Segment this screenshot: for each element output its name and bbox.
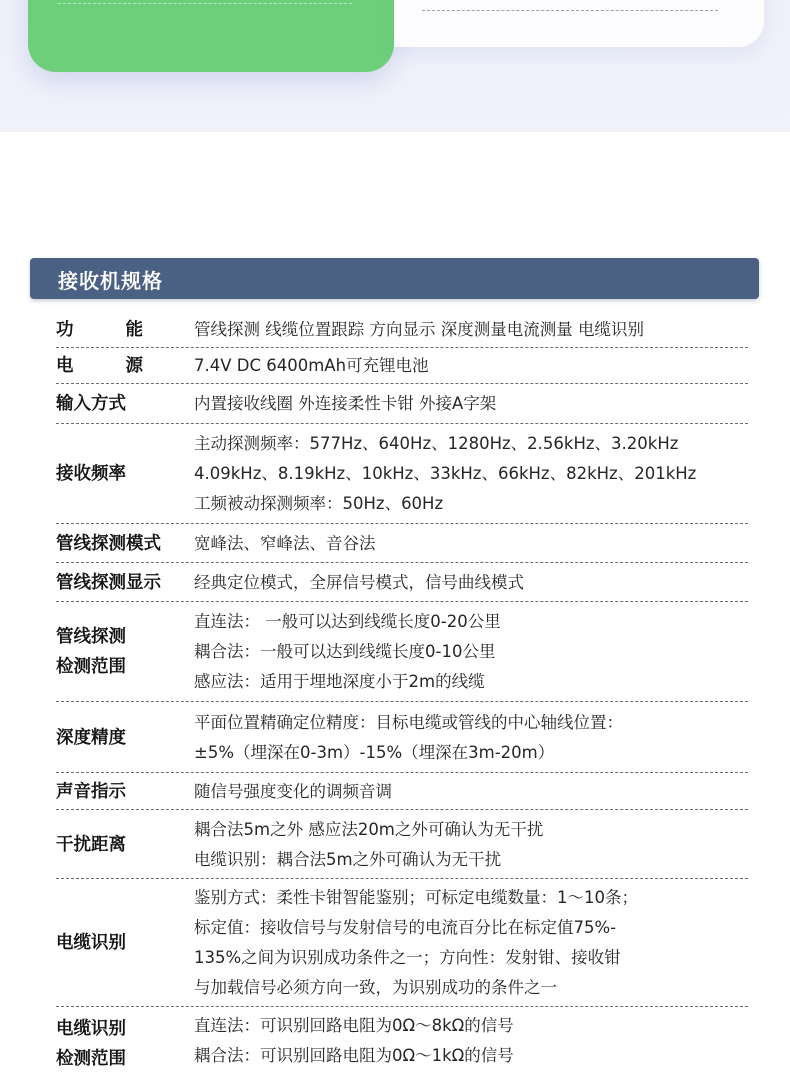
spec-row-detect-display: [56, 563, 748, 602]
green-feature-card: [28, 0, 394, 72]
spec-label: 深度精度: [56, 727, 126, 748]
spec-row-input: [56, 384, 748, 424]
spec-row-function: [56, 311, 748, 348]
spec-label: 电 源: [56, 356, 143, 376]
spec-label: 干扰距离: [56, 834, 126, 855]
spec-value: 经典定位模式，全屏信号模式，信号曲线模式: [194, 572, 524, 592]
spec-row-sound: [56, 773, 748, 810]
section-title: 接收机规格: [58, 269, 163, 293]
spec-label: 管线探测 检测范围: [56, 627, 126, 677]
section-header: [30, 258, 759, 299]
white-feature-card: [394, 0, 764, 47]
spec-label: 功 能: [56, 319, 143, 340]
spec-value: 宽峰法、窄峰法、音谷法: [194, 533, 376, 553]
spec-label: 电缆识别: [56, 933, 126, 953]
spec-value: 直连法：可识别回路电阻为0Ω～8kΩ的信号 耦合法：可识别回路电阻为0Ω～1kΩ的信号: [194, 1016, 514, 1065]
spec-row-power: [56, 348, 748, 384]
spec-label: 输入方式: [56, 394, 126, 414]
spec-value: 随信号强度变化的调频音调: [194, 781, 392, 801]
spec-row-detect-mode: [56, 524, 748, 563]
spec-value: 鉴别方式：柔性卡钳智能鉴别；可标定电缆数量：1～10条； 标定值：接收信号与发射信号的电流百分比在标定值75%- 135%之间为识别成功条件之一；方向性：发射钳、接收钳 与加载信号必须方向一致，为识别成功的条件之一: [194, 888, 638, 997]
spec-label: 管线探测模式: [56, 533, 161, 554]
spec-row-frequency: [56, 424, 748, 524]
spec-row-detect-range: [56, 602, 748, 702]
spec-row-cable-id: [56, 879, 748, 1007]
spec-value: 管线探测 线缆位置跟踪 方向显示 深度测量电流测量 电缆识别: [194, 319, 644, 339]
spec-value: 主动探测频率：577Hz、640Hz、1280Hz、2.56kHz、3.20kHz 4.09kHz、8.19kHz、10kHz、33kHz、66kHz、82kHz、201kHz 工频被动探测频率：50Hz、60Hz: [194, 434, 697, 513]
card-divider: [58, 3, 352, 4]
spec-label: 电缆识别 检测范围: [56, 1019, 126, 1069]
spec-label: 声音指示: [56, 781, 126, 802]
spec-label: 接收频率: [56, 464, 126, 484]
spec-value: 直连法： 一般可以达到线缆长度0-20公里 耦合法：一般可以达到线缆长度0-10公里 感应法：适用于埋地深度小于2m的线缆: [194, 612, 501, 691]
spec-row-cable-id-range: [56, 1011, 748, 1077]
card-divider: [422, 10, 718, 11]
row-divider: [56, 1006, 748, 1007]
spec-row-depth-accuracy: [56, 702, 748, 773]
spec-row-interference: [56, 810, 748, 879]
spec-value: 耦合法5m之外 感应法20m之外可确认为无干扰 电缆识别：耦合法5m之外可确认为无干扰: [194, 819, 544, 869]
spec-label: 管线探测显示: [56, 572, 161, 593]
spec-value: 7.4V DC 6400mAh可充锂电池: [194, 356, 429, 375]
spec-value: 平面位置精确定位精度：目标电缆或管线的中心轴线位置： ±5%（埋深在0-3m）-15%（埋深在3m-20m）: [194, 712, 623, 762]
top-decorative-band: [0, 0, 790, 132]
spec-value: 内置接收线圈 外连接柔性卡钳 外接A字架: [194, 394, 497, 413]
